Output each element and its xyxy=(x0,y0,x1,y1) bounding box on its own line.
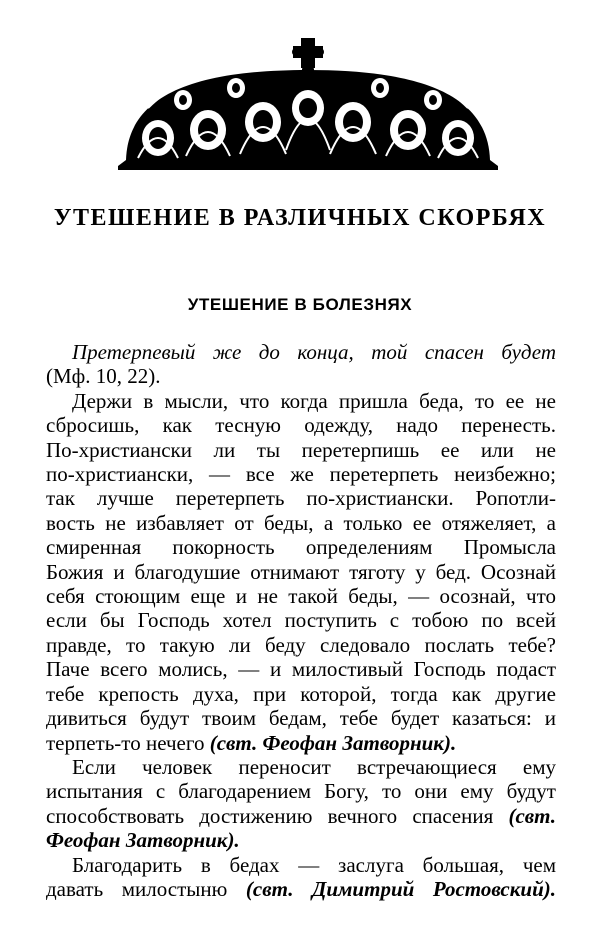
p2-line: испытания с благодарением Богу, то они ему будут xyxy=(46,779,556,804)
chapter-title: УТЕШЕНИЕ В РАЗЛИЧНЫХ СКОРБЯХ xyxy=(53,205,547,231)
p1-line: так лучше перетерпеть по-христиански. Ропотли- xyxy=(46,486,556,511)
p2-line: способствовать достижению вечного спасения xyxy=(46,803,494,828)
p1-line: если бы Господь хотел поступить с тобою по всей xyxy=(46,608,556,633)
p1-line: себя стоющим еще и не такой беды, — осознай, что xyxy=(46,584,556,609)
p1-line: Божия и благодушие отнимают тяготу у бед. Осознай xyxy=(46,559,556,584)
epigraph-quote: Претерпевый же до конца, той спасен будет xyxy=(72,340,556,364)
p3-attribution: (свт. Димитрий Ростовский). xyxy=(245,876,556,901)
p3-line: давать милостыню xyxy=(46,876,228,901)
p1-line: вость не избавляет от беды, а только ее отяжеляет, а xyxy=(46,510,556,535)
p1-line: дивиться будут твоим бедам, тебе будет казаться: и xyxy=(46,706,556,731)
p1-line: тебе крепость духа, при которой, тогда как другие xyxy=(46,681,556,706)
p1-line: Держи в мысли, что когда пришла беда, то ее не xyxy=(72,388,556,413)
epigraph xyxy=(46,340,556,389)
paragraph-1 xyxy=(46,389,556,755)
paragraph-2 xyxy=(46,755,556,853)
p1-line: правде, то такую ли беду следовало послать тебе? xyxy=(46,632,556,657)
p1-line: по-христиански, — все же перетерпеть неизбежно; xyxy=(46,462,556,487)
section-title: УТЕШЕНИЕ В БОЛЕЗНЯХ xyxy=(187,295,413,314)
p1-line: Паче всего молись, — и милостивый Господь подаст xyxy=(46,657,556,682)
p2-line: Если человек переносит встречающиеся ему xyxy=(72,754,556,779)
p1-line: По-христиански ли ты перетерпишь ее или не xyxy=(46,437,556,462)
p3-line: Благодарить в бедах — заслуга большая, чем xyxy=(72,852,556,877)
p1-line: сбросишь, как тесную одежду, надо перенесть. xyxy=(46,413,556,438)
p1-line: смиренная покорность определениям Промысла xyxy=(46,535,556,560)
p1-attribution: (свт. Феофан Затворник). xyxy=(209,730,457,755)
paragraph-3 xyxy=(46,853,556,902)
ornamental-headpiece xyxy=(118,38,498,170)
p2-attribution: Феофан Затворник). xyxy=(46,828,240,853)
epigraph-reference: (Мф. 10, 22). xyxy=(46,364,161,389)
p1-line: терпеть-то нечего xyxy=(46,730,205,755)
body-text xyxy=(46,340,556,901)
p2-attribution: (свт. xyxy=(508,803,556,828)
